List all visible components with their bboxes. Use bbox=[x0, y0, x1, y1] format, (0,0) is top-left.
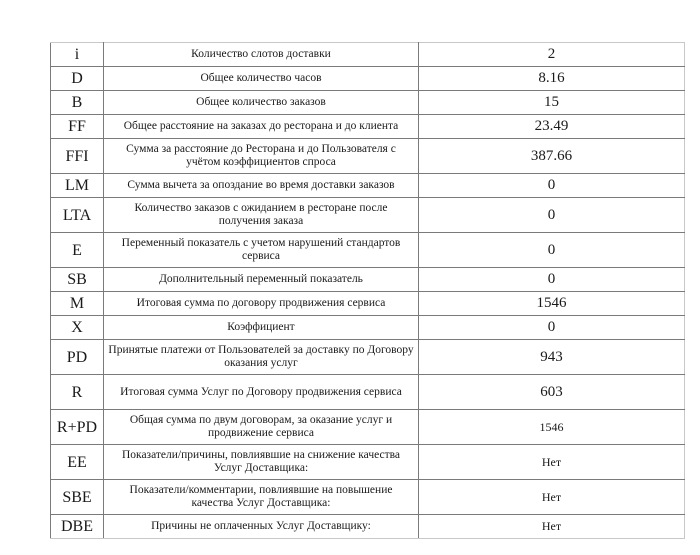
row-value: 943 bbox=[419, 340, 685, 375]
row-description: Общее количество заказов bbox=[104, 91, 419, 115]
row-description: Общее расстояние на заказах до ресторана и до клиента bbox=[104, 115, 419, 139]
row-description: Дополнительный переменный показатель bbox=[104, 268, 419, 292]
row-value: 2 bbox=[419, 43, 685, 67]
row-description: Показатели/комментарии, повлиявшие на повышение качества Услуг Доставщика: bbox=[104, 480, 419, 515]
row-description: Общее количество часов bbox=[104, 67, 419, 91]
table-row bbox=[51, 174, 685, 198]
row-symbol: R bbox=[51, 375, 104, 410]
row-description: Количество заказов с ожиданием в ресторане после получения заказа bbox=[104, 198, 419, 233]
row-value: 0 bbox=[419, 233, 685, 268]
row-description: Коэффициент bbox=[104, 316, 419, 340]
row-description: Причины не оплаченных Услуг Доставщику: bbox=[104, 515, 419, 539]
row-symbol: E bbox=[51, 233, 104, 268]
row-value: 0 bbox=[419, 174, 685, 198]
row-description: Сумма за расстояние до Ресторана и до Пользователя с учётом коэффициентов спроса bbox=[104, 139, 419, 174]
row-value: 0 bbox=[419, 316, 685, 340]
table-row bbox=[51, 115, 685, 139]
row-symbol: SB bbox=[51, 268, 104, 292]
row-value: Нет bbox=[419, 445, 685, 480]
row-value: 23.49 bbox=[419, 115, 685, 139]
table-row bbox=[51, 67, 685, 91]
row-value: Нет bbox=[419, 515, 685, 539]
table-row bbox=[51, 292, 685, 316]
row-description: Переменный показатель с учетом нарушений стандартов сервиса bbox=[104, 233, 419, 268]
table-row bbox=[51, 91, 685, 115]
row-symbol: B bbox=[51, 91, 104, 115]
row-symbol: X bbox=[51, 316, 104, 340]
delivery-report-table bbox=[50, 42, 685, 539]
table-row bbox=[51, 43, 685, 67]
row-value: 387.66 bbox=[419, 139, 685, 174]
row-value: 0 bbox=[419, 198, 685, 233]
row-description: Итоговая сумма по договору продвижения сервиса bbox=[104, 292, 419, 316]
row-value: 8.16 bbox=[419, 67, 685, 91]
row-symbol: R+PD bbox=[51, 410, 104, 445]
row-symbol: EE bbox=[51, 445, 104, 480]
table-row bbox=[51, 410, 685, 445]
table-row bbox=[51, 480, 685, 515]
row-description: Принятые платежи от Пользователей за доставку по Договору оказания услуг bbox=[104, 340, 419, 375]
row-description: Общая сумма по двум договорам, за оказание услуг и продвижение сервиса bbox=[104, 410, 419, 445]
row-symbol: PD bbox=[51, 340, 104, 375]
row-value: 603 bbox=[419, 375, 685, 410]
table-row bbox=[51, 340, 685, 375]
row-value: 0 bbox=[419, 268, 685, 292]
table-row bbox=[51, 198, 685, 233]
table-row bbox=[51, 375, 685, 410]
row-symbol: i bbox=[51, 43, 104, 67]
table-row bbox=[51, 515, 685, 539]
row-symbol: LM bbox=[51, 174, 104, 198]
table-row bbox=[51, 445, 685, 480]
row-description: Сумма вычета за опоздание во время доставки заказов bbox=[104, 174, 419, 198]
row-symbol: D bbox=[51, 67, 104, 91]
row-value: 1546 bbox=[419, 292, 685, 316]
row-symbol: LTA bbox=[51, 198, 104, 233]
row-description: Количество слотов доставки bbox=[104, 43, 419, 67]
row-value: 1546 bbox=[419, 410, 685, 445]
table-row bbox=[51, 233, 685, 268]
row-symbol: M bbox=[51, 292, 104, 316]
row-value: 15 bbox=[419, 91, 685, 115]
row-value: Нет bbox=[419, 480, 685, 515]
row-description: Итоговая сумма Услуг по Договору продвижения сервиса bbox=[104, 375, 419, 410]
row-symbol: SBE bbox=[51, 480, 104, 515]
table-row bbox=[51, 139, 685, 174]
row-symbol: FF bbox=[51, 115, 104, 139]
row-symbol: DBE bbox=[51, 515, 104, 539]
table-row bbox=[51, 316, 685, 340]
row-symbol: FFI bbox=[51, 139, 104, 174]
row-description: Показатели/причины, повлиявшие на снижение качества Услуг Доставщика: bbox=[104, 445, 419, 480]
table-row bbox=[51, 268, 685, 292]
